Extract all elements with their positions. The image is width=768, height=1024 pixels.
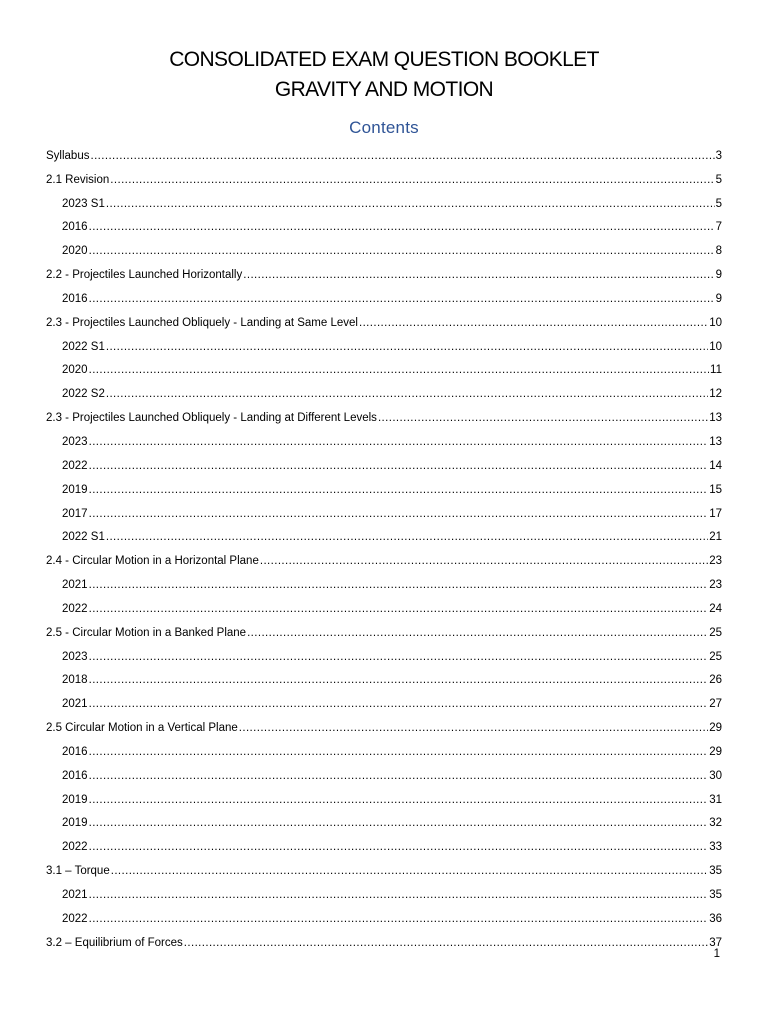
toc-entry-label[interactable]: 2022: [62, 459, 88, 472]
toc-entry[interactable]: [46, 856, 722, 880]
toc-entry[interactable]: [46, 928, 722, 952]
toc-dot-leader: [89, 292, 715, 308]
toc-entry[interactable]: [46, 689, 722, 713]
toc-entry[interactable]: [46, 618, 722, 642]
toc-entry-page-number[interactable]: 5: [715, 173, 722, 186]
toc-entry-page-number[interactable]: 31: [709, 793, 722, 806]
toc-entry-page-number[interactable]: 8: [715, 245, 722, 258]
toc-dot-leader: [90, 149, 714, 165]
toc-dot-leader: [184, 936, 708, 952]
toc-entry[interactable]: [46, 785, 722, 809]
toc-entry-label[interactable]: 2016: [62, 769, 88, 782]
toc-entry-page-number[interactable]: 32: [709, 817, 722, 830]
toc-entry-page-number[interactable]: 24: [709, 602, 722, 615]
contents-heading: Contents: [349, 118, 419, 137]
toc-entry-label[interactable]: 2.5 - Circular Motion in a Banked Plane: [46, 626, 247, 639]
toc-entry-label[interactable]: 2019: [62, 793, 88, 806]
toc-entry[interactable]: [46, 809, 722, 833]
toc-entry-page-number[interactable]: 29: [709, 722, 722, 735]
toc-entry-label[interactable]: 3.1 – Torque: [46, 865, 110, 878]
toc-entry-page-number[interactable]: 10: [709, 316, 722, 329]
toc-dot-leader: [106, 530, 708, 546]
toc-entry-label[interactable]: 2023: [62, 650, 88, 663]
toc-entry-page-number[interactable]: 33: [709, 841, 722, 854]
toc-entry-label[interactable]: 2020: [62, 245, 88, 258]
toc-entry-page-number[interactable]: 35: [709, 865, 722, 878]
toc-entry-label[interactable]: 2016: [62, 221, 88, 234]
toc-entry[interactable]: [46, 141, 722, 165]
toc-entry[interactable]: [46, 546, 722, 570]
toc-dot-leader: [89, 220, 715, 236]
toc-entry-page-number[interactable]: 23: [709, 579, 722, 592]
toc-entry-label[interactable]: 2.2 - Projectiles Launched Horizontally: [46, 269, 243, 282]
toc-entry-page-number[interactable]: 9: [715, 292, 722, 305]
toc-entry[interactable]: [46, 737, 722, 761]
toc-entry-page-number[interactable]: 36: [709, 912, 722, 925]
toc-dot-leader: [89, 793, 709, 809]
toc-entry-label[interactable]: 2022 S1: [62, 340, 105, 353]
toc-entry[interactable]: [46, 379, 722, 403]
toc-entry-label[interactable]: 2019: [62, 817, 88, 830]
toc-entry[interactable]: [46, 260, 722, 284]
toc-entry-page-number[interactable]: 30: [709, 769, 722, 782]
toc-dot-leader: [247, 626, 708, 642]
table-of-contents: [46, 141, 722, 952]
toc-entry[interactable]: [46, 880, 722, 904]
toc-dot-leader: [89, 602, 709, 618]
toc-dot-leader: [89, 459, 709, 475]
toc-dot-leader: [239, 721, 708, 737]
toc-entry-page-number[interactable]: 23: [709, 555, 722, 568]
toc-entry-page-number[interactable]: 11: [710, 364, 722, 377]
toc-entry[interactable]: [46, 403, 722, 427]
toc-entry[interactable]: [46, 832, 722, 856]
toc-entry-label[interactable]: 2021: [62, 889, 88, 901]
toc-entry-label[interactable]: 2021: [62, 579, 88, 592]
toc-entry[interactable]: [46, 523, 722, 547]
toc-entry-label[interactable]: 3.2 – Equilibrium of Forces: [46, 936, 183, 949]
toc-entry[interactable]: [46, 713, 722, 737]
toc-dot-leader: [106, 340, 708, 356]
toc-entry[interactable]: [46, 427, 722, 451]
toc-entry-page-number[interactable]: 12: [709, 388, 722, 401]
toc-dot-leader: [89, 673, 709, 689]
toc-dot-leader: [89, 650, 709, 666]
toc-entry-page-number[interactable]: 13: [709, 412, 722, 425]
toc-entry[interactable]: [46, 904, 722, 928]
toc-dot-leader: [89, 578, 709, 594]
toc-entry-page-number[interactable]: 27: [709, 698, 722, 711]
toc-entry[interactable]: [46, 284, 722, 308]
page-number: 1: [713, 948, 720, 960]
toc-entry-page-number[interactable]: 3: [715, 149, 722, 162]
toc-dot-leader: [89, 912, 709, 928]
toc-entry[interactable]: [46, 165, 722, 189]
toc-entry[interactable]: [46, 666, 722, 690]
toc-entry-page-number[interactable]: 5: [715, 197, 722, 210]
toc-entry[interactable]: [46, 213, 722, 237]
toc-entry-label[interactable]: 2023 S1: [62, 197, 105, 210]
toc-entry-page-number[interactable]: 10: [709, 340, 722, 353]
toc-entry-label[interactable]: 2.4 - Circular Motion in a Horizontal Plane: [46, 555, 259, 568]
toc-entry[interactable]: [46, 475, 722, 499]
toc-entry[interactable]: [46, 642, 722, 666]
toc-entry-page-number[interactable]: 15: [709, 483, 722, 496]
toc-dot-leader: [106, 387, 708, 403]
toc-entry-label[interactable]: 2022: [62, 602, 88, 615]
toc-dot-leader: [243, 268, 714, 284]
toc-entry-label[interactable]: 2022 S1: [62, 531, 105, 544]
toc-entry-page-number[interactable]: 17: [709, 507, 722, 520]
toc-entry-label[interactable]: 2.5 Circular Motion in a Vertical Plane: [46, 722, 238, 735]
toc-entry-label[interactable]: 2016: [62, 292, 88, 305]
toc-entry-page-number[interactable]: 21: [709, 531, 722, 544]
toc-entry-label[interactable]: 2022: [62, 912, 88, 925]
toc-dot-leader: [89, 435, 709, 451]
toc-dot-leader: [89, 769, 709, 785]
toc-dot-leader: [89, 745, 709, 761]
toc-entry-page-number[interactable]: 9: [715, 269, 722, 282]
toc-dot-leader: [89, 697, 709, 713]
toc-dot-leader: [89, 483, 709, 499]
toc-entry-label[interactable]: 2023: [62, 435, 88, 448]
toc-dot-leader: [106, 197, 715, 213]
toc-dot-leader: [89, 888, 709, 904]
toc-entry-page-number[interactable]: 29: [709, 745, 722, 758]
toc-entry[interactable]: [46, 332, 722, 356]
toc-dot-leader: [111, 864, 708, 880]
toc-entry[interactable]: [46, 570, 722, 594]
toc-entry-page-number[interactable]: 26: [709, 674, 722, 687]
document-title-line-1: CONSOLIDATED EXAM QUESTION BOOKLET: [169, 48, 599, 71]
toc-entry-label[interactable]: 2018: [62, 674, 88, 687]
toc-entry-label[interactable]: 2019: [62, 483, 88, 496]
toc-entry-page-number[interactable]: 13: [709, 435, 722, 448]
toc-entry-page-number[interactable]: 7: [715, 221, 722, 234]
toc-dot-leader: [89, 816, 709, 832]
toc-entry-label[interactable]: 2017: [62, 507, 88, 520]
toc-dot-leader: [89, 363, 709, 379]
toc-entry[interactable]: [46, 499, 722, 523]
toc-entry[interactable]: [46, 189, 722, 213]
toc-dot-leader: [110, 173, 714, 189]
document-title-line-2: GRAVITY AND MOTION: [274, 78, 494, 101]
toc-entry-page-number[interactable]: 14: [709, 459, 722, 472]
toc-dot-leader: [89, 840, 709, 856]
toc-entry-page-number[interactable]: 37: [709, 936, 722, 949]
toc-entry-page-number[interactable]: 25: [709, 650, 722, 663]
toc-entry-label[interactable]: 2022 S2: [62, 388, 105, 401]
toc-entry-label[interactable]: Syllabus: [46, 149, 90, 162]
toc-dot-leader: [260, 554, 708, 570]
toc-dot-leader: [359, 316, 708, 332]
toc-dot-leader: [378, 411, 708, 427]
toc-entry-label[interactable]: 2.1 Revision: [46, 173, 110, 186]
toc-entry-label[interactable]: 2021: [62, 698, 88, 711]
toc-dot-leader: [89, 244, 715, 260]
toc-entry[interactable]: [46, 451, 722, 475]
toc-entry-label[interactable]: 2.3 - Projectiles Launched Obliquely - Landing at Different Levels: [46, 412, 377, 425]
toc-entry[interactable]: [46, 356, 722, 380]
toc-entry[interactable]: [46, 761, 722, 785]
toc-entry-label[interactable]: 2020: [62, 364, 88, 377]
toc-dot-leader: [89, 507, 709, 523]
toc-entry-page-number[interactable]: 35: [709, 889, 722, 901]
toc-entry-label[interactable]: 2.3 - Projectiles Launched Obliquely - Landing at Same Level: [46, 316, 358, 329]
toc-entry-label[interactable]: 2022: [62, 841, 88, 854]
toc-entry-page-number[interactable]: 25: [709, 626, 722, 639]
toc-entry-label[interactable]: 2016: [62, 745, 88, 758]
toc-entry[interactable]: [46, 308, 722, 332]
toc-entry[interactable]: [46, 236, 722, 260]
toc-entry[interactable]: [46, 594, 722, 618]
